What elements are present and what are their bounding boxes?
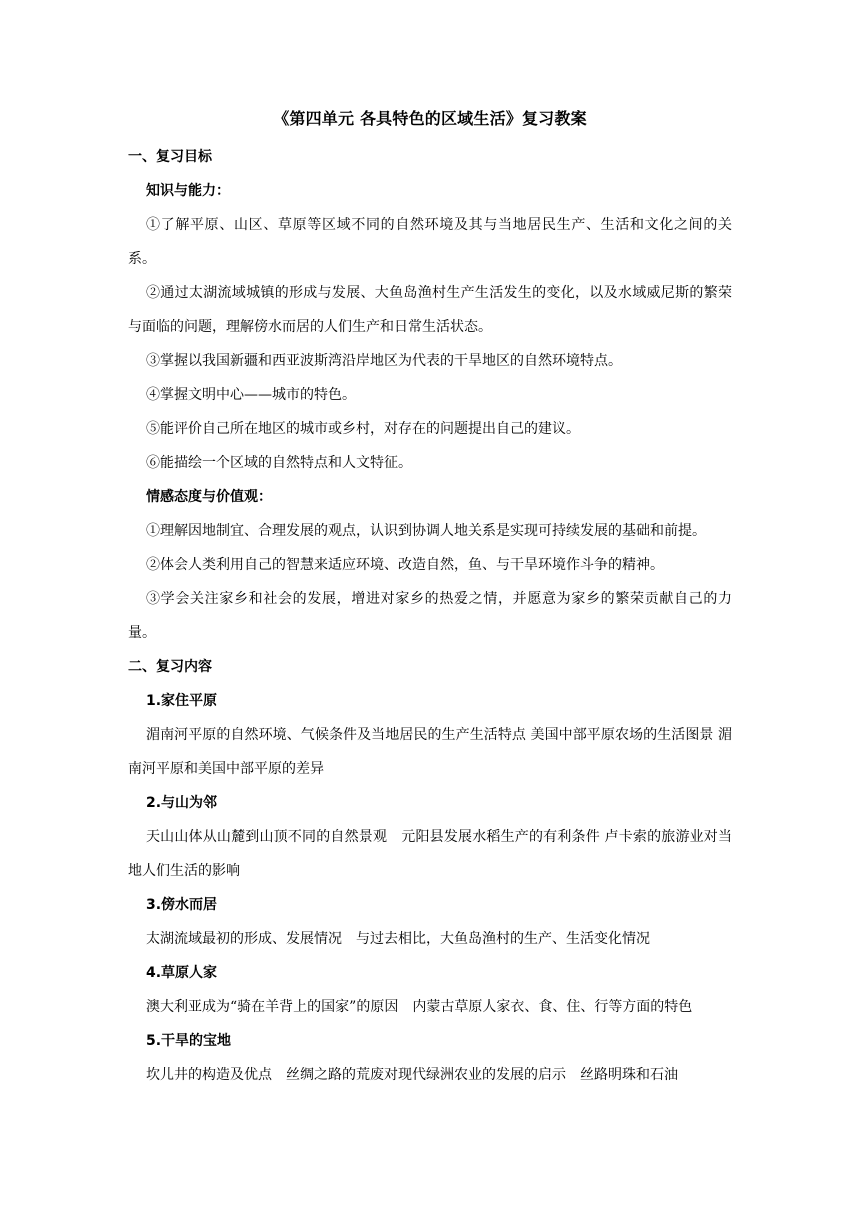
subheading-knowledge-ability: 知识与能力： [146,183,230,199]
goal-item: ②通过太湖流域城镇的形成与发展、大鱼岛渔村生产生活发生的变化，以及水域威尼斯的繁荣与面临的问题，理解傍水而居的人们生产和日常生活状态。 [128,285,732,335]
document-page [128,107,732,1092]
goal-item: ③掌握以我国新疆和西亚波斯湾沿岸地区为代表的干旱地区的自然环境特点。 [146,353,622,369]
topic-text: 太湖流域最初的形成、发展情况 与过去相比，大鱼岛渔村的生产、生活变化情况 [146,931,650,947]
topic-text: 湄南河平原的自然环境、气候条件及当地居民的生产生活特点 美国中部平原农场的生活图景 湄南河平原和美国中部平原的差异 [128,727,732,777]
topic-heading: 4.草原人家 [146,965,218,981]
value-item: ③学会关注家乡和社会的发展，增进对家乡的热爱之情，并愿意为家乡的繁荣贡献自己的力量。 [128,591,732,641]
topic-text: 天山山体从山麓到山顶不同的自然景观 元阳县发展水稻生产的有利条件 卢卡索的旅游业对当地人们生活的影响 [128,829,732,879]
subheading-attitude-values: 情感态度与价值观： [146,489,272,505]
goal-item: ⑤能评价自己所在地区的城市或乡村，对存在的问题提出自己的建议。 [146,421,580,437]
section-heading-review-content: 二、复习内容 [128,659,212,675]
section-heading-review-goals: 一、复习目标 [128,149,212,165]
topic-text: 坎儿井的构造及优点 丝绸之路的荒废对现代绿洲农业的发展的启示 丝路明珠和石油 [146,1067,678,1083]
value-item: ①理解因地制宜、合理发展的观点，认识到协调人地关系是实现可持续发展的基础和前提。 [146,523,706,539]
topic-heading: 5.干旱的宝地 [146,1033,232,1049]
topic-heading: 2.与山为邻 [146,795,218,811]
topic-text: 澳大利亚成为“骑在羊背上的国家”的原因 内蒙古草原人家衣、食、住、行等方面的特色 [146,999,693,1015]
value-item: ②体会人类利用自己的智慧来适应环境、改造自然，鱼、与干旱环境作斗争的精神。 [146,557,664,573]
goal-item: ⑥能描绘一个区域的自然特点和人文特征。 [146,455,412,471]
goal-item: ④掌握文明中心——城市的特色。 [146,387,356,403]
goal-item: ①了解平原、山区、草原等区域不同的自然环境及其与当地居民生产、生活和文化之间的关系。 [128,217,732,267]
topic-heading: 3.傍水而居 [146,897,218,913]
topic-heading: 1.家住平原 [146,693,218,709]
document-title: 《第四单元 各具特色的区域生活》复习教案 [273,109,587,128]
